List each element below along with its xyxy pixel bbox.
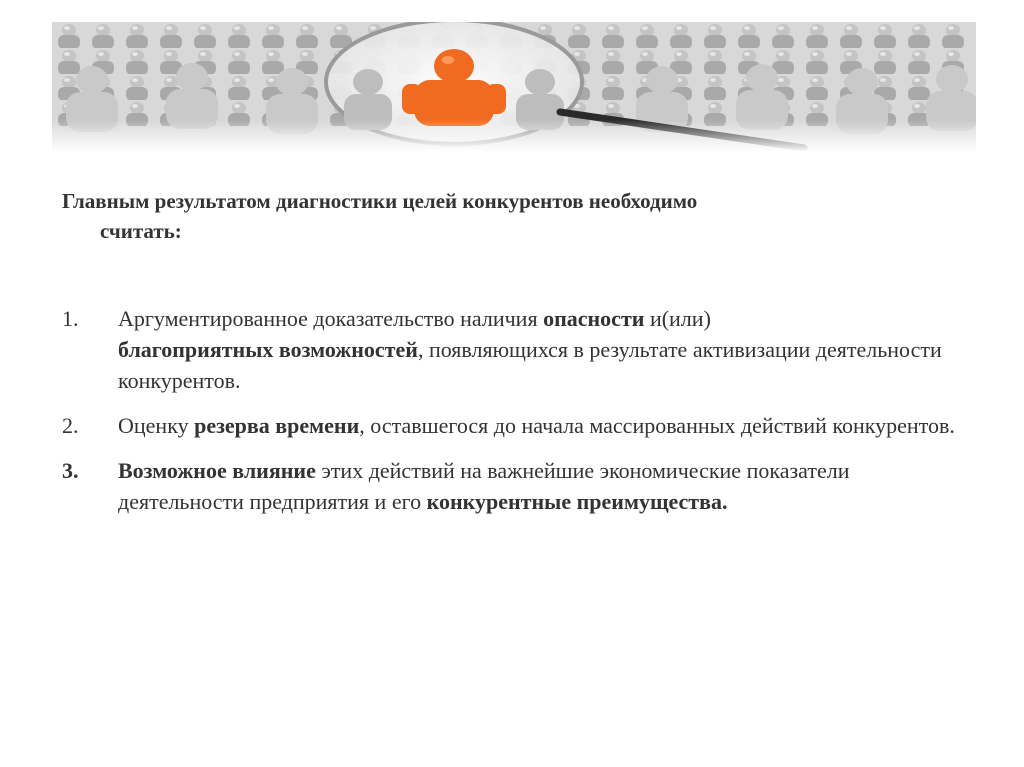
list-item-number: 3. (62, 458, 79, 483)
heading-line-1: Главным результатом диагностики целей конкурентов необходимо (62, 189, 698, 213)
item-text: Оценку (118, 413, 195, 438)
item-emphasis: благоприятных возможностей (118, 337, 418, 362)
list-item (62, 303, 962, 396)
item-text: этих действий на важнейшие экономические показатели деятельности предприятия и его (118, 458, 850, 514)
item-text: , появляющихся в результате активизации деятельности конкурентов. (118, 337, 942, 393)
item-text: и(или) (644, 306, 711, 331)
results-list (62, 303, 962, 531)
list-item-number: 2. (62, 413, 79, 438)
heading-line-2: считать: (100, 219, 182, 243)
list-item-number: 1. (62, 306, 79, 331)
item-text: , оставшегося до начала массированных действий конкурентов. (359, 413, 955, 438)
item-emphasis: опасности (543, 306, 645, 331)
crowd-magnifier-image (52, 22, 976, 152)
item-text: Аргументированное доказательство наличия (118, 306, 544, 331)
item-emphasis: Возможное влияние (118, 458, 316, 483)
item-emphasis: резерва времени (194, 413, 360, 438)
slide-heading (62, 186, 962, 246)
list-item (62, 410, 962, 441)
item-emphasis: конкурентные преимущества. (426, 489, 728, 514)
list-item (62, 455, 962, 517)
